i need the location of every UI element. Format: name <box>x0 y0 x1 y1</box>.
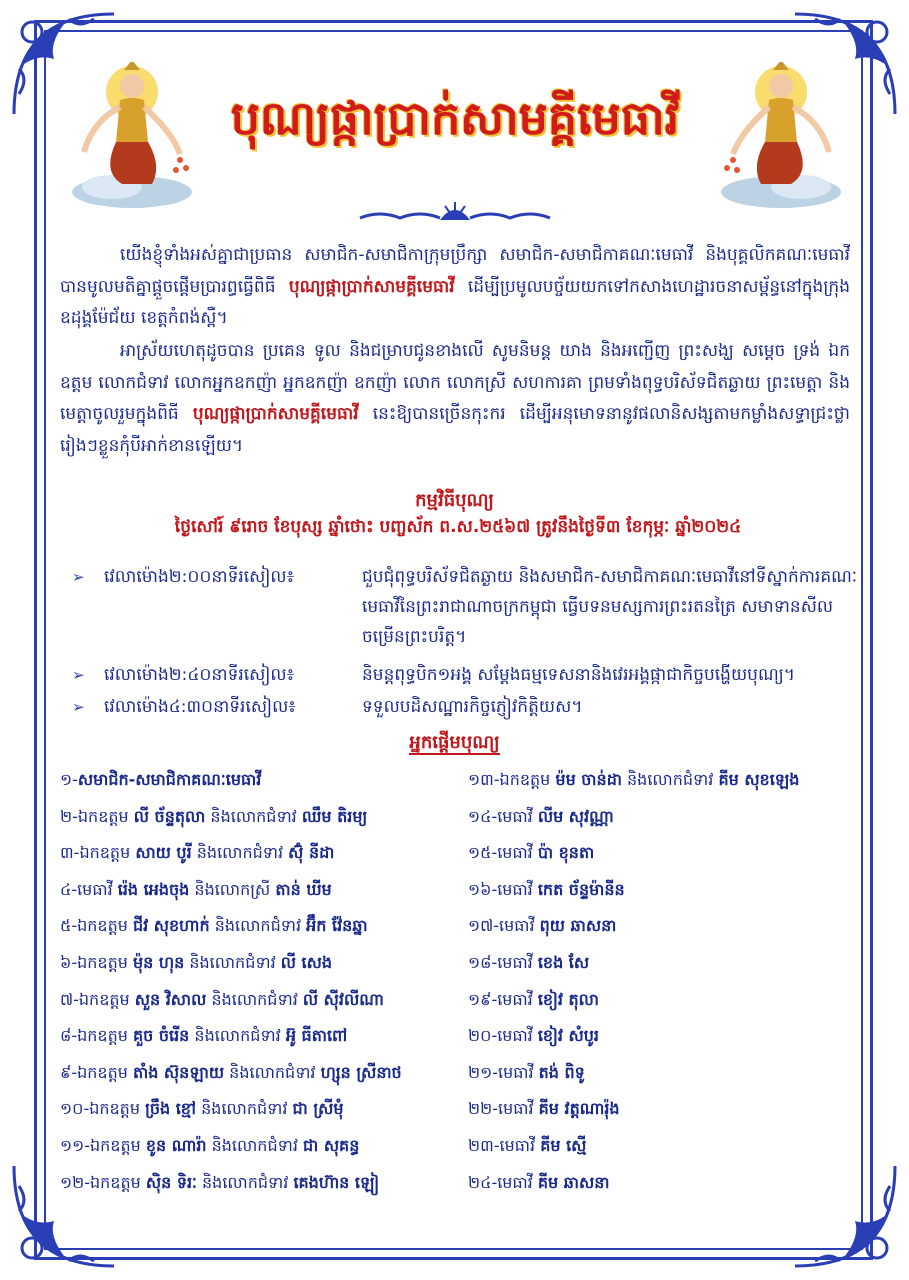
sponsor-connector: និងលោកជំទាវ <box>189 1026 286 1046</box>
sponsor-number-title: ១២-ឯកឧត្តម <box>60 1172 146 1192</box>
sponsor-name: ខៀវ សំបូរ <box>537 1026 599 1046</box>
list-item <box>60 1055 460 1092</box>
list-item <box>468 799 868 836</box>
sponsor-name: សួន វិសាល <box>134 989 207 1009</box>
intro-text: នេះឱ្យបានច្រើនកុះករ ដើម្បីអនុមោទនានូវផលានិសង្សតាមកម្លាំងសទ្ធាជ្រះថ្លារៀងៗខ្លួនកុំបីអាក់ខានឡើយ។ <box>60 404 850 456</box>
sponsor-number-title: ១៣-ឯកឧត្តម <box>468 770 556 789</box>
sponsor-number-title: ៩-ឯកឧត្តម <box>60 1062 133 1082</box>
sponsor-name: ម៉ម ចាន់ដា <box>555 770 622 789</box>
sponsor-number-title: ៦-ឯកឧត្តម <box>60 952 133 972</box>
sponsor-name: សមាជិក-សមាជិកាគណៈមេធាវី <box>77 770 262 789</box>
sponsor-number-title: ២៣-មេធាវី <box>468 1135 541 1155</box>
sponsor-name: លីម សុវណ្ណា <box>537 806 614 826</box>
program-title: កម្មវិធីបុណ្យ <box>415 490 494 511</box>
sponsor-number-title: ២១-មេធាវី <box>468 1062 539 1082</box>
sponsor-connector: និងលោកជំទាវ <box>205 806 302 826</box>
sponsor-name: តាន់ ឃីម <box>275 879 332 899</box>
event-name-highlight: បុណ្យផ្កាប្រាក់សាមគ្គីមេធាវី <box>192 404 359 424</box>
list-item <box>60 762 460 799</box>
sponsor-name: គីម សុខឡេង <box>718 770 800 789</box>
sponsor-number-title: ១៩-មេធាវី <box>468 989 538 1009</box>
list-item <box>468 1091 868 1128</box>
sponsor-name: ជា ស្រីមុំ <box>292 1099 344 1119</box>
sponsor-number-title: ២២-មេធាវី <box>468 1099 539 1119</box>
intro-text: ដើម្បីប្រមូលបច្ច័យយកទៅកសាងហេដ្ឋារចនាសម្ព័ន្ធនៅក្នុងក្រុងឧដុង្គម៉ែជ័យ ខេត្តកំពង់ស្ពឺ។ <box>60 276 850 328</box>
list-item <box>468 1018 868 1055</box>
schedule-time: វេលាម៉ោង៤:៣០នាទីរសៀល៖ <box>104 697 296 717</box>
intro-paragraph-1 <box>60 240 850 335</box>
sponsor-name: ស៊ុំ នីដា <box>288 843 335 863</box>
sponsor-connector: និងលោកស្រី <box>189 879 276 899</box>
list-item <box>468 945 868 982</box>
sponsor-name: លី ច័ន្ទតុលា <box>133 806 206 826</box>
list-item <box>468 908 868 945</box>
sponsor-name: លី ស៊ីវលីណា <box>302 989 384 1009</box>
sponsor-name: ហ្សុន ស្រីនាថ <box>320 1062 402 1082</box>
sponsor-number-title: ២-ឯកឧត្តម <box>60 806 134 826</box>
list-item <box>60 1091 460 1128</box>
sponsor-number-title: ១៨-មេធាវី <box>468 952 538 972</box>
divider-ornament-icon <box>340 200 570 230</box>
sponsor-number-title: ៣-ឯកឧត្តម <box>60 843 136 863</box>
sponsor-name: គួច ចំរើន <box>132 1026 190 1046</box>
list-item <box>468 835 868 872</box>
schedule-description: និមន្តពុទ្ធបិក១អង្គ សម្តែងធម្មទេសនានិងវេរអង្គផ្កាជាកិច្ចបង្ហើយបុណ្យ។ <box>362 665 795 685</box>
sponsor-name: រ៉េង អេងចុង <box>117 879 190 899</box>
sponsor-number-title: ១៧-មេធាវី <box>468 916 540 936</box>
sponsor-number-title: ១១-ឯកឧត្តម <box>60 1135 146 1155</box>
sponsors-title <box>0 730 909 757</box>
sponsor-connector: និងលោកជំទាវ <box>206 1135 304 1155</box>
sponsor-number-title: ១៦-មេធាវី <box>468 879 538 899</box>
sponsor-number-title: ៥-ឯកឧត្តម <box>60 916 133 936</box>
sponsor-name: គីម ឆាសនា <box>537 1172 610 1192</box>
list-item <box>468 982 868 1019</box>
intro-paragraph-2 <box>60 336 850 462</box>
sponsor-name: ស៊ិន ទិរៈ <box>145 1172 197 1192</box>
list-item <box>468 762 868 799</box>
sponsors-list-left <box>60 762 460 1201</box>
intro-text: អាស្រ័យហេតុដូចបាន ប្រគេន ទូល និងជម្រាបជូនខាងលើ សូមនិមន្ត យាង និងអញ្ជើញ ព្រះសង្ឃ សម្តេច ទ្រង់ ឯកឧត្តម លោកជំទាវ លោកអ្នកឧកញ៉ា អ្នកឧកញ៉ា ឧកញ៉ា លោក លោកស្រី សហការគា ព្រមទាំងពុទ្ធបរិស័ទជិតឆ្ងាយ ព្រះមេត្តា និងមេត្តាចូលរួមក្នុងពិធី <box>60 341 850 424</box>
sponsor-name: សាយ បូរី <box>135 843 192 863</box>
schedule-description: ទទួលបដិសណ្ឋារកិច្ចភ្ញៀវកិត្តិយស។ <box>362 697 583 717</box>
sponsor-name: ជា សុគន្ធ <box>303 1135 360 1155</box>
sponsor-name: អ៊ឹក វ៉ែនឆ្នា <box>306 916 368 936</box>
schedule-time: វេលាម៉ោង២:០០នាទីរសៀល៖ <box>104 567 295 587</box>
list-item <box>468 1165 868 1202</box>
sponsor-name: ប៉ា ខុនតា <box>537 843 595 863</box>
sponsor-number-title: ៧-ឯកឧត្តម <box>60 989 135 1009</box>
sponsor-connector: និងលោកជំទាវ <box>621 770 719 789</box>
sponsor-connector: និងលោកជំទាវ <box>191 843 289 863</box>
event-name-highlight: បុណ្យផ្កាប្រាក់សាមគ្គីមេធាវី <box>288 276 455 297</box>
sponsor-number-title: ១៤-មេធាវី <box>468 806 538 826</box>
sponsor-connector: និងលោកជំទាវ <box>206 989 303 1009</box>
list-item <box>60 982 460 1019</box>
sponsor-number-title: ២៤-មេធាវី <box>468 1172 538 1192</box>
sponsor-name: តង់ ពិទូ <box>538 1062 585 1082</box>
sponsor-connector: និងលោកជំទាវ <box>224 1062 321 1082</box>
sponsor-name: ច្រឹង ខ្មៅ <box>145 1099 197 1119</box>
sponsor-name: គីម វត្តណារ៉ុង <box>538 1099 620 1119</box>
sponsor-name: តាំង ស៊ុនឡាយ <box>132 1062 225 1082</box>
arrow-right-icon: ➢ <box>72 666 85 684</box>
sponsor-name: ម៉ុន ហុន <box>132 952 185 972</box>
list-item <box>60 1165 460 1202</box>
list-item <box>60 835 460 872</box>
schedule-description: ជួបជុំពុទ្ធបរិស័ទជិតឆ្ងាយ និងសមាជិក-សមាជិកាគណៈមេធាវីនៅទីស្នាក់ការគណៈមេធាវីនៃព្រះរាជាណាចក្រកម្ពុជា ធ្វើបទនមស្សការព្រះរតនត្រៃ សមាទានសីល ចម្រើនព្រះបរិត្ត។ <box>362 567 858 647</box>
program-date: ថ្ងៃសៅរ៍ ៩រោច ខែបុស្ស ឆ្នាំថោះ បញ្ចស័ក ព.ស.២៥៦៧ ត្រូវនឹងថ្ងៃទី៣ ខែកុម្ភៈ ឆ្នាំ២០២៤ <box>174 517 742 537</box>
sponsor-name: គីម ស្មើ <box>540 1135 587 1155</box>
arrow-right-icon: ➢ <box>72 568 85 586</box>
sponsor-number-title: ២០-មេធាវី <box>468 1026 538 1046</box>
sponsor-name: ឈឹម តិរម្យ <box>301 806 368 826</box>
list-item <box>60 945 460 982</box>
list-item <box>468 1128 868 1165</box>
list-item <box>468 1055 868 1092</box>
sponsor-name: ពុយ ឆាសនា <box>539 916 617 936</box>
sponsor-number-title: ១០-ឯកឧត្តម <box>60 1099 146 1119</box>
sponsor-name: គេងហ៊ាន ឡៀ <box>293 1172 380 1192</box>
sponsor-number-title: ៨-ឯកឧត្តម <box>60 1026 133 1046</box>
sponsor-number-title: ១- <box>60 770 78 789</box>
page-title: បុណ្យផ្កាប្រាក់សាមគ្គីមេធាវី <box>230 91 680 145</box>
sponsor-connector: និងលោកជំទាវ <box>196 1172 294 1192</box>
sponsor-name: ខៀវ តុលា <box>537 989 599 1009</box>
sponsor-connector: និងលោកជំទាវ <box>184 952 281 972</box>
schedule-time: វេលាម៉ោង២:៤០នាទីរសៀល៖ <box>104 665 295 685</box>
sponsors-list-right <box>468 762 868 1201</box>
list-item <box>60 1018 460 1055</box>
intro-text: យើងខ្ញុំទាំងអស់គ្នាជាប្រធាន សមាជិក-សមាជិកាក្រុមប្រឹក្សា សមាជិក-សមាជិកាគណៈមេធាវី និងបុគ្គលិកគណៈមេធាវី បានមូលមតិគ្នាផ្តួចផ្តើមប្រារព្ធធ្វើពិធី <box>60 245 850 297</box>
apsara-figure-icon <box>711 62 851 212</box>
arrow-right-icon: ➢ <box>72 698 85 716</box>
sponsor-number-title: ៤-មេធាវី <box>60 879 118 899</box>
sponsor-name: ខូន ណារ៉ា <box>145 1135 207 1155</box>
list-item <box>468 872 868 909</box>
sponsor-name: ខេង សែ <box>537 952 590 972</box>
sponsor-name: ជីវ សុខហាក់ <box>132 916 210 936</box>
sponsor-connector: និងលោកជំទាវ <box>196 1099 293 1119</box>
sponsor-connector: និងលោកជំទាវ <box>209 916 307 936</box>
sponsor-number-title: ១៥-មេធាវី <box>468 843 538 863</box>
apsara-figure-icon <box>62 62 202 212</box>
list-item <box>60 908 460 945</box>
sponsor-name: អ៊ូ ធីតាពៅ <box>285 1026 348 1046</box>
list-item <box>60 1128 460 1165</box>
sponsors-title-text: អ្នកផ្តើមបុណ្យ <box>409 732 500 753</box>
sponsor-name: លី សេង <box>280 952 333 972</box>
list-item <box>60 872 460 909</box>
sponsor-name: កេត ច័ន្ទម៉ានីន <box>537 879 625 899</box>
list-item <box>60 799 460 836</box>
